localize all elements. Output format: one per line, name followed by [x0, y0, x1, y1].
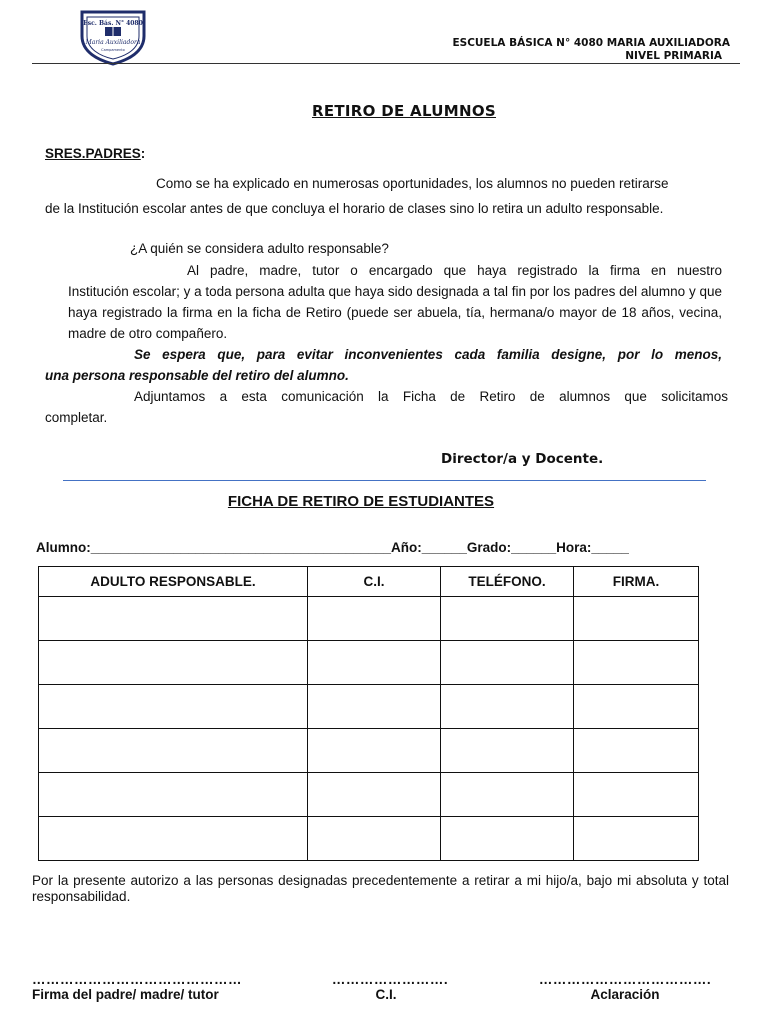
salutation: SRES.PADRES: [45, 146, 146, 161]
table-cell[interactable] [308, 773, 441, 817]
svg-text:Esc. Bás. N° 4080: Esc. Bás. N° 4080 [83, 20, 143, 27]
col-ci: C.I. [308, 567, 441, 597]
school-level: NIVEL PRIMARIA [625, 50, 722, 62]
table-row [39, 597, 699, 641]
table-cell[interactable] [574, 773, 699, 817]
col-signature: FIRMA. [574, 567, 699, 597]
table-cell[interactable] [39, 817, 308, 861]
signature-parent: ……………………………………… Firma del padre/ madre/ tutor [32, 972, 242, 1002]
table-cell[interactable] [574, 641, 699, 685]
table-cell[interactable] [308, 729, 441, 773]
section-divider [63, 480, 706, 481]
paragraph-attachment: Adjuntamos a esta comunicación la Ficha de Retiro de alumnos que solicitamos completar. [45, 389, 728, 425]
table-cell[interactable] [39, 685, 308, 729]
table-cell[interactable] [441, 773, 574, 817]
school-header [330, 37, 730, 63]
paragraph-emphasis: Se espera que, para evitar inconvenientes cada familia designe, por lo menos, una persona responsable del retiro del alumno. [45, 347, 722, 383]
header-divider [32, 63, 740, 64]
table-cell[interactable] [39, 641, 308, 685]
table-cell[interactable] [308, 685, 441, 729]
table-row [39, 685, 699, 729]
question-line: ¿A quién se considera adulto responsable? [130, 241, 389, 256]
pickup-table [38, 566, 699, 861]
table-row [39, 773, 699, 817]
school-logo [78, 8, 148, 66]
authorization-text: Por la presente autorizo a las personas designadas precedentemente a retirar a mi hijo/a, bajo mi absoluta y total responsabilidad. [32, 873, 729, 904]
table-cell[interactable] [441, 641, 574, 685]
table-cell[interactable] [39, 597, 308, 641]
table-cell[interactable] [39, 729, 308, 773]
table-row [39, 641, 699, 685]
school-name: ESCUELA BÁSICA N° 4080 MARIA AUXILIADORA [452, 37, 730, 49]
svg-text:Campamento: Campamento [101, 48, 125, 52]
table-cell[interactable] [441, 597, 574, 641]
school-crest-icon [78, 8, 148, 66]
table-cell[interactable] [574, 729, 699, 773]
signature-clarification: ………………………………. Aclaración [538, 972, 712, 1002]
col-phone: TELÉFONO. [441, 567, 574, 597]
table-header-row [39, 567, 699, 597]
table-cell[interactable] [441, 685, 574, 729]
table-cell[interactable] [308, 641, 441, 685]
table-row [39, 729, 699, 773]
table-cell[interactable] [574, 685, 699, 729]
signoff: Director/a y Docente. [441, 451, 604, 467]
table-cell[interactable] [308, 817, 441, 861]
table-cell[interactable] [441, 817, 574, 861]
table-cell[interactable] [441, 729, 574, 773]
page-title: RETIRO DE ALUMNOS [311, 102, 496, 120]
table-cell[interactable] [308, 597, 441, 641]
table-row [39, 817, 699, 861]
svg-text:Maria Auxiliadora: Maria Auxiliadora [85, 39, 141, 46]
table-cell[interactable] [39, 773, 308, 817]
form-title: FICHA DE RETIRO DE ESTUDIANTES [227, 493, 495, 510]
paragraph-answer: Al padre, madre, tutor o encargado que haya registrado la firma en nuestro Institución escolar; y a toda persona adulta que haya sido designada a tal fin por los padres del alumno y que haya registrado la firma en la ficha de Retiro (puede ser abuela, tía, hermana/o mayor de 18 años, vecina, madre de otro compañero. [68, 263, 722, 341]
table-cell[interactable] [574, 597, 699, 641]
col-adult: ADULTO RESPONSABLE. [39, 567, 308, 597]
paragraph-intro: Como se ha explicado en numerosas oportunidades, los alumnos no pueden retirarse de la Institución escolar antes de que concluya el horario de clases sino lo retira un adulto responsable. [45, 176, 669, 216]
table-cell[interactable] [574, 817, 699, 861]
student-info-line[interactable]: Alumno:________________________________________Año:______Grado:______Hora:_____ [36, 540, 629, 555]
signature-ci: ……………………. C.I. [331, 972, 449, 1002]
